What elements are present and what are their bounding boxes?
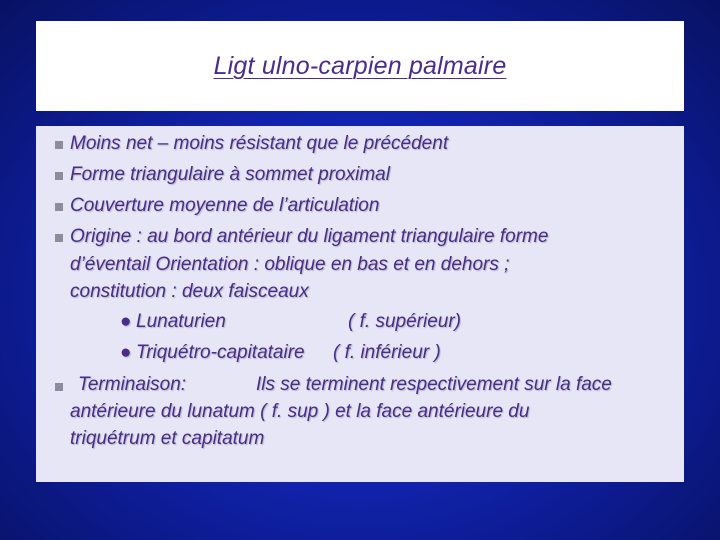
bullet-square-icon [55,383,63,391]
bullet-3-text: Couverture moyenne de l’articulation [70,195,380,216]
bullet-4-line-1: Origine : au bord antérieur du ligament triangulaire forme [70,226,549,247]
sub-item-1-name: Lunaturien [136,311,226,332]
bullet-square-icon [55,234,63,242]
bullet-square-icon [55,141,63,149]
bullet-2-text: Forme triangulaire à sommet proximal [70,164,390,185]
bullet-4-line-2: d’éventail Orientation : oblique en bas et en dehors ; [70,254,510,275]
sub-item-2-name: Triquétro-capitataire [136,342,305,363]
content-box [36,126,684,482]
sub-item-2-detail: ( f. inférieur ) [333,342,441,363]
sub-bullet-dot-icon: ● [120,342,132,363]
sub-item-1-detail: ( f. supérieur) [348,311,461,332]
bullet-5-line-2: antérieure du lunatum ( f. sup ) et la face antérieure du [70,401,530,422]
bullet-5-line-1: Ils se terminent respectivement sur la face [256,374,612,395]
bullet-5-label: Terminaison: [78,374,187,395]
bullet-4-line-3: constitution : deux faisceaux [70,281,309,302]
slide-title: Ligt ulno-carpien palmaire [213,51,507,80]
bullet-5-line-3: triquétrum et capitatum [70,428,265,449]
sub-bullet-dot-icon: ● [120,311,132,332]
bullet-square-icon [55,172,63,180]
bullet-square-icon [55,203,63,211]
title-box [36,21,684,111]
bullet-1-text: Moins net – moins résistant que le précédent [70,133,449,154]
